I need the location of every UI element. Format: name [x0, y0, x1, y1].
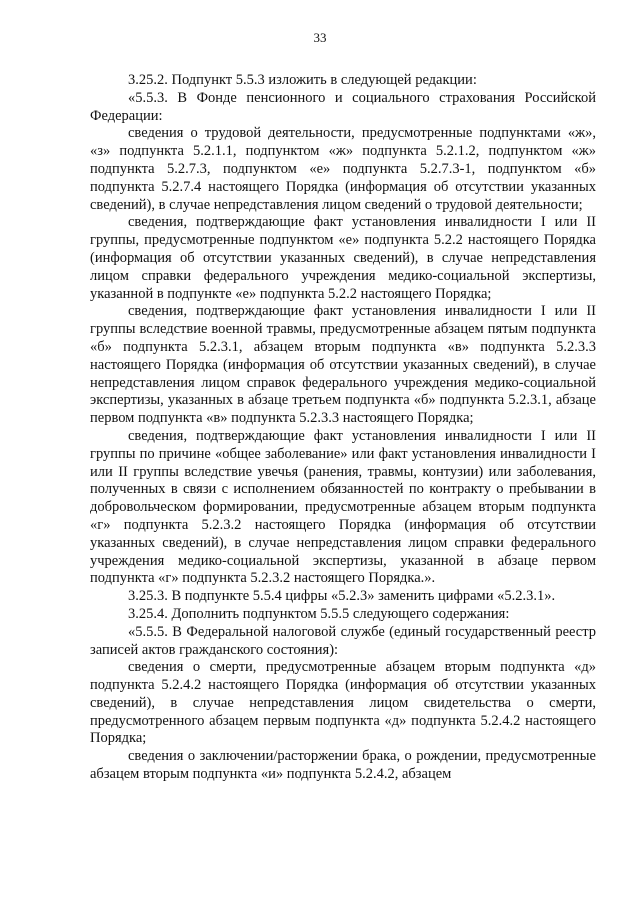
- paragraph-death-info: сведения о смерти, предусмотренные абзацем вторым подпункта «д» подпункта 5.2.4.2 настоящего Порядка (информация об отсутствии указанных сведений), в случае непредставления лицом свидетельства о смерти, предусмотренного абзацем первым подпункта «д» подпункта 5.2.4.2 настоящего Порядка;: [90, 659, 596, 747]
- paragraph-3-25-2: 3.25.2. Подпункт 5.5.3 изложить в следующей редакции:: [128, 72, 477, 88]
- paragraph-disability-military: сведения, подтверждающие факт установления инвалидности I или II группы вследствие военной травмы, предусмотренные абзацем пятым подпункта «б» подпункта 5.2.3.1, абзацем вторым подпункта «в» подпункта 5.2.3.3 настоящего Порядка (информация об отсутствии указанных сведений), в случае непредставления лицом справок федерального учреждения медико-социальной экспертизы, указанных в абзаце третьем подпункта «б» подпункта 5.2.3.1, абзаце первом подпункта «в» подпункта 5.2.3.3 настоящего Порядка;: [90, 303, 596, 427]
- paragraph-marriage-info: сведения о заключении/расторжении брака, о рождении, предусмотренные абзацем вторым подпункта «и» подпункта 5.2.4.2, абзацем: [90, 748, 596, 783]
- paragraph-work-info: сведения о трудовой деятельности, предусмотренные подпунктами «ж», «з» подпункта 5.2.1.1, подпунктом «ж» подпункта 5.2.1.2, подпунктом «ж» подпункта 5.2.7.3, подпунктом «е» подпункта 5.2.7.3-1, подпунктом «б» подпункта 5.2.7.4 настоящего Порядка (информация об отсутствии указанных сведений), в случае непредставления лицом сведений о трудовой деятельности;: [90, 125, 596, 213]
- paragraph-5-5-3-heading: «5.5.3. В Фонде пенсионного и социального страхования Российской Федерации:: [90, 89, 596, 124]
- paragraph-5-5-5-heading: «5.5.5. В Федеральной налоговой службе (единый государственный реестр записей актов гражданского состояния):: [90, 623, 596, 658]
- page-number: 33: [313, 30, 327, 45]
- paragraph-disability-volunteer: сведения, подтверждающие факт установления инвалидности I или II группы по причине «общее заболевание» или факт установления инвалидности I или II группы вследствие увечья (ранения, травмы, контузии) или заболевания, полученных в связи с исполнением обязанностей по контракту о пребывании в добровольческом формировании, предусмотренные абзацем вторым подпункта «г» подпункта 5.2.3.2 настоящего Порядка (информация об отсутствии указанных сведений), в случае непредставления лицом справки федерального учреждения медико-социальной экспертизы, указанной в абзаце первом подпункта «г» подпункта 5.2.3.2 настоящего Порядка.».: [90, 427, 596, 587]
- paragraph-3-25-3: 3.25.3. В подпункте 5.5.4 цифры «5.2.3» заменить цифрами «5.2.3.1».: [128, 588, 556, 605]
- document-body: [90, 72, 596, 784]
- paragraph-disability-general: сведения, подтверждающие факт установления инвалидности I или II группы, предусмотренные подпунктом «е» подпункта 5.2.2 настоящего Порядка (информация об отсутствии указанных сведений), в случае непредставления лицом справки федерального учреждения медико-социальной экспертизы, указанной в подпункте «е» подпункта 5.2.2 настоящего Порядка;: [90, 214, 596, 302]
- paragraph-3-25-4: 3.25.4. Дополнить подпунктом 5.5.5 следующего содержания:: [128, 605, 510, 622]
